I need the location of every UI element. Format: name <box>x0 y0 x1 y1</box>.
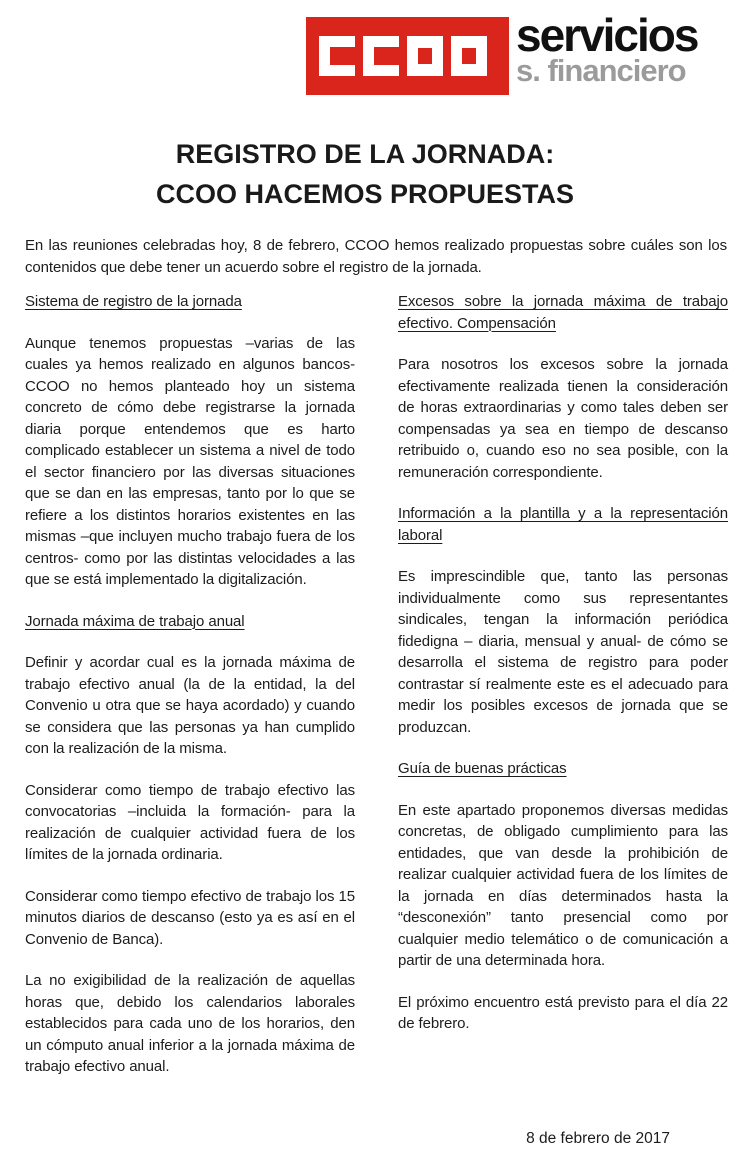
section-heading-informacion-plantilla: Información a la plantilla y a la representación laboral <box>398 505 728 544</box>
right-column <box>398 291 728 1098</box>
intro-paragraph: En las reuniones celebradas hoy, 8 de febrero, CCOO hemos realizado propuestas sobre cuáles son los contenidos que debe tener un acuerdo sobre el registro de la jornada. <box>25 237 727 276</box>
logo-subtitle-text: s. financiero <box>516 53 686 88</box>
ccoo-logo-mark <box>306 17 509 95</box>
ccoo-logo <box>306 9 698 95</box>
logo-wordmark <box>516 11 697 86</box>
section-heading-guia-buenas-practicas: Guía de buenas prácticas <box>398 760 567 777</box>
section-heading-sistema-registro: Sistema de registro de la jornada <box>25 293 242 310</box>
document-date: 8 de febrero de 2017 <box>526 1130 670 1147</box>
logo-brand-text: servicios <box>516 9 698 61</box>
page-title-line2: CCOO HACEMOS PROPUESTAS <box>155 179 575 209</box>
section-paragraph: Definir y acordar cual es la jornada máxima de trabajo efectivo anual (la de la entidad, la del Convenio u otra que se haya acordado) y cuando se considera que las personas ya han cumplido con la realización de la misma. <box>25 654 355 757</box>
section-paragraph: Considerar como tiempo efectivo de trabajo los 15 minutos diarios de descanso (esto ya es así en el Convenio de Banca). <box>25 887 355 948</box>
section-paragraph: En este apartado proponemos diversas medidas concretas, de obligado cumplimiento para las entidades, que van desde la prohibición de realizar cualquier actividad fuera de los límites de la jornada en días determinados hasta la “desconexión” tanto presencial como por cualquier medio telemático o de comunicación a partir de una determinada hora. <box>398 801 728 969</box>
page-title <box>0 134 730 214</box>
section-heading-excesos: Excesos sobre la jornada máxima de trabajo efectivo. Compensación <box>398 293 728 332</box>
closing-paragraph: El próximo encuentro está previsto para el día 22 de febrero. <box>398 993 728 1032</box>
section-paragraph: Es imprescindible que, tanto las personas individualmente como sus representantes sindicales, tengan la información periódica fidedigna – diaria, mensual y anual- de cómo se desarrolla el sistema de registro para poder contrastar sí realmente este es el adecuado para medir los posibles excesos de jornada que se produzcan. <box>398 568 728 736</box>
left-column <box>25 291 355 1098</box>
two-column-body <box>25 291 728 1098</box>
ccoo-letter-c-icon <box>319 36 355 76</box>
section-heading-jornada-maxima: Jornada máxima de trabajo anual <box>25 612 245 630</box>
section-paragraph: Aunque tenemos propuestas –varias de las cuales ya hemos realizado en algunos bancos- CCOO no hemos planteado hoy un sistema concreto de cómo debe registrarse la jornada diaria porque entendemos que es harto complicado establecer un sistema a nivel de todo el sector financiero por las diversas situaciones que se dan en las empresas, tanto por lo que se refiere a los distintos horarios existentes en las mismas –que incluyen mucho trabajo fuera de los centros- como por las distintas velocidades a las que se está implementado la digitalización. <box>25 334 355 588</box>
section-paragraph: Considerar como tiempo de trabajo efectivo las convocatorias –incluida la formación- para la realización de cualquier actividad fuera de los límites de la jornada ordinaria. <box>25 781 355 863</box>
ccoo-letter-o-icon <box>407 36 443 76</box>
section-paragraph: Para nosotros los excesos sobre la jornada efectivamente realizada tienen la consideración de horas extraordinarias y como tales deben ser compensadas ya sea en tiempo de descanso retribuido o, cuando eso no sea posible, con la remuneración correspondiente. <box>398 356 728 481</box>
section-paragraph: La no exigibilidad de la realización de aquellas horas que, debido los calendarios laborales establecidos para cada uno de los horarios, den un cómputo anual inferior a la jornada máxima de trabajo efectivo anual. <box>25 972 355 1075</box>
ccoo-letter-c-icon <box>363 36 399 76</box>
ccoo-letter-o-icon <box>451 36 487 76</box>
page-title-line1: REGISTRO DE LA JORNADA: <box>175 139 555 169</box>
